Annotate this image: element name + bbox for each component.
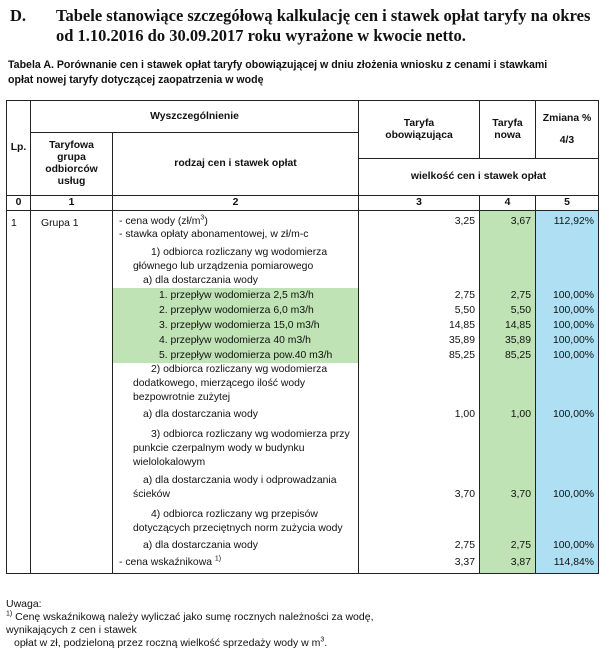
- header-grupa-line-3: odbiorców: [45, 164, 98, 175]
- row-description: [119, 215, 208, 228]
- row-change-value: 100,00%: [552, 335, 594, 346]
- section-title: [56, 6, 596, 46]
- row-description: [133, 260, 313, 273]
- row-description: [159, 304, 314, 317]
- row-description: [133, 488, 170, 501]
- row-description-text: 2) odbiorca rozliczany wg wodomierza: [151, 364, 328, 375]
- row-description-text: 4) odbiorca rozliczany wg przepisów: [151, 509, 318, 520]
- row-change-value: 114,84%: [553, 557, 594, 568]
- row-description-text: - stawka opłaty abonamentowej, w zł/m-c: [119, 229, 309, 240]
- col-number-5: 5: [536, 196, 599, 211]
- row-old-value: 3,70: [454, 489, 475, 500]
- row-description: [133, 522, 343, 535]
- row-description-text: 3. przepływ wodomierza 15,0 m3/h: [159, 320, 320, 331]
- row-description: [119, 556, 221, 569]
- row-old-value: 2,75: [454, 290, 475, 301]
- cell-lp: [7, 211, 31, 574]
- row-new-value: 14,85: [504, 320, 531, 331]
- lp-value: 1: [11, 218, 17, 229]
- row-description: [159, 319, 320, 332]
- row-description: [143, 539, 258, 552]
- row-old-value: 3,25: [454, 216, 475, 227]
- row-description: [151, 428, 350, 441]
- header-taryfa-obowiazujaca-line-1: Taryfa: [403, 117, 435, 129]
- row-old-value: 14,85: [448, 320, 475, 331]
- row-description-text: 4. przepływ wodomierza 40 m3/h: [159, 335, 311, 346]
- row-new-value: 5,50: [510, 305, 531, 316]
- row-description-text: a) dla dostarczania wody: [143, 540, 258, 551]
- row-description-text: a) dla dostarczania wody: [143, 409, 258, 420]
- row-description: [159, 349, 332, 362]
- tariff-table: [6, 100, 599, 574]
- row-old-value: 1,00: [454, 409, 475, 420]
- row-change-value: 100,00%: [552, 350, 594, 361]
- row-description-text: 1. przepływ wodomierza 2,5 m3/h: [159, 290, 314, 301]
- row-description: [151, 246, 327, 259]
- header-taryfa-obowiazujaca-line-2: obowiązująca: [385, 129, 453, 141]
- col-number-3: 3: [359, 196, 480, 211]
- table-caption: [8, 58, 598, 88]
- cell-new-tariff: [480, 211, 536, 574]
- row-description-text: 5. przepływ wodomierza pow.40 m3/h: [159, 350, 333, 361]
- row-description-sup: 3: [200, 214, 205, 222]
- row-description: [143, 474, 337, 487]
- row-change-value: 112,92%: [553, 216, 594, 227]
- row-new-value: 3,67: [510, 216, 531, 227]
- header-grupa-line-4: usług: [57, 176, 86, 187]
- row-description-text: ścieków: [133, 489, 170, 500]
- notes-line-3-end: .: [324, 637, 328, 649]
- row-new-value: 2,75: [510, 540, 531, 551]
- section-title-line-2: od 1.10.2016 do 30.09.2017 roku wyrażone w kwocie netto.: [56, 26, 466, 45]
- row-description-text: a) dla dostarczania wody: [143, 275, 258, 286]
- cell-old-tariff: [359, 211, 480, 574]
- header-zmiana: [536, 101, 599, 159]
- row-description-text: a) dla dostarczania wody i odprowadzania: [143, 475, 337, 486]
- row-description: [133, 377, 305, 390]
- row-change-value: 100,00%: [552, 409, 594, 420]
- row-change-value: 100,00%: [552, 305, 594, 316]
- row-description: [143, 274, 258, 287]
- header-taryfowa-grupa: [31, 133, 113, 196]
- cell-change: [536, 211, 599, 574]
- row-description: [159, 289, 314, 302]
- header-taryfa-obowiazujaca: [359, 101, 480, 159]
- row-description: [143, 408, 258, 421]
- row-description-text: dodatkowego, mierzącego ilość wody: [133, 378, 306, 389]
- notes-line-3-text: opłat w zł, podzieloną przez roczną wielkość sprzedaży wody w m: [14, 637, 321, 649]
- header-taryfa-nowa-line-2: nowa: [494, 129, 521, 141]
- group-value: Grupa 1: [41, 218, 79, 229]
- row-description-text: punkcie czerpalnym wody w budynku: [133, 443, 305, 454]
- notes: [6, 598, 596, 650]
- col-number-0: 0: [7, 196, 31, 211]
- col-number-1: 1: [31, 196, 113, 211]
- row-description: [151, 363, 327, 376]
- header-wielkosc: wielkość cen i stawek opłat: [359, 159, 599, 196]
- col-number-2: 2: [113, 196, 359, 211]
- row-old-value: 85,25: [448, 350, 475, 361]
- row-new-value: 85,25: [504, 350, 531, 361]
- row-change-value: 100,00%: [552, 489, 594, 500]
- header-taryfa-nowa-line-1: Taryfa: [492, 117, 523, 129]
- header-grupa-line-2: grupa: [57, 152, 86, 163]
- notes-title: Uwaga:: [6, 598, 42, 610]
- header-grupa-line-1: Taryfowa: [49, 140, 94, 151]
- row-description: [119, 228, 308, 241]
- row-description-text: 2. przepływ wodomierza 6,0 m3/h: [159, 305, 314, 316]
- notes-line-1-text: Cenę wskaźnikową należy wyliczać jako sumę rocznych należności za wodę,: [15, 611, 374, 623]
- table-caption-line-2: opłat nowej taryfy dotyczącej zaopatrzenia w wodę: [8, 74, 264, 86]
- cell-description: [113, 211, 359, 574]
- row-new-value: 3,70: [510, 489, 531, 500]
- header-lp: Lp.: [7, 101, 31, 196]
- notes-line-3-sup: 3: [320, 636, 325, 644]
- row-description-text: wielolokalowym: [133, 457, 206, 468]
- row-description-text: 3) odbiorca rozliczany wg wodomierza przy: [151, 429, 350, 440]
- table-caption-line-1: Tabela A. Porównanie cen i stawek opłat taryfy obowiązującej w dniu złożenia wniosku z cenami i stawkami: [8, 59, 548, 71]
- header-wyszczegolnienie: Wyszczególnienie: [31, 101, 359, 133]
- row-change-value: 100,00%: [552, 540, 594, 551]
- notes-line-1: [6, 611, 596, 624]
- row-new-value: 3,87: [510, 557, 531, 568]
- row-old-value: 35,89: [448, 335, 475, 346]
- row-description-text: bezpowrotnie zużytej: [133, 392, 231, 403]
- row-old-value: 5,50: [454, 305, 475, 316]
- row-description: [151, 508, 318, 521]
- row-old-value: 2,75: [454, 540, 475, 551]
- header-zmiana-ratio: 4/3: [559, 134, 575, 146]
- row-description-text: - cena wody (zł/m: [119, 216, 201, 227]
- row-new-value: 2,75: [510, 290, 531, 301]
- row-description: [159, 334, 311, 347]
- col-number-4: 4: [480, 196, 536, 211]
- row-description: [133, 442, 305, 455]
- row-description-text: 1) odbiorca rozliczany wg wodomierza: [151, 247, 328, 258]
- row-description-tail: ): [204, 216, 208, 227]
- row-description-text: głównego lub urządzenia pomiarowego: [133, 261, 314, 272]
- footnote-mark: 1): [6, 610, 13, 618]
- row-old-value: 3,37: [454, 557, 475, 568]
- cell-group: [31, 211, 113, 574]
- notes-line-2: wynikających z cen i stawek: [6, 624, 137, 636]
- row-new-value: 35,89: [504, 335, 531, 346]
- row-description-text: dotyczących przeciętnych norm zużycia wody: [133, 523, 343, 534]
- header-taryfa-nowa: [480, 101, 536, 159]
- section-letter: D.: [10, 6, 27, 25]
- row-description-text: - cena wskaźnikowa: [119, 557, 215, 568]
- row-description-sup: 1): [214, 555, 222, 563]
- header-zmiana-label: Zmiana %: [542, 112, 592, 124]
- row-description: [133, 391, 230, 404]
- row-change-value: 100,00%: [552, 290, 594, 301]
- notes-line-3: [6, 637, 596, 650]
- section-title-line-1: Tabele stanowiące szczegółową kalkulację cen i stawek opłat taryfy na okres: [56, 6, 591, 25]
- row-new-value: 1,00: [510, 409, 531, 420]
- row-description: [133, 456, 205, 469]
- row-change-value: 100,00%: [552, 320, 594, 331]
- header-rodzaj-cen: rodzaj cen i stawek opłat: [113, 133, 359, 196]
